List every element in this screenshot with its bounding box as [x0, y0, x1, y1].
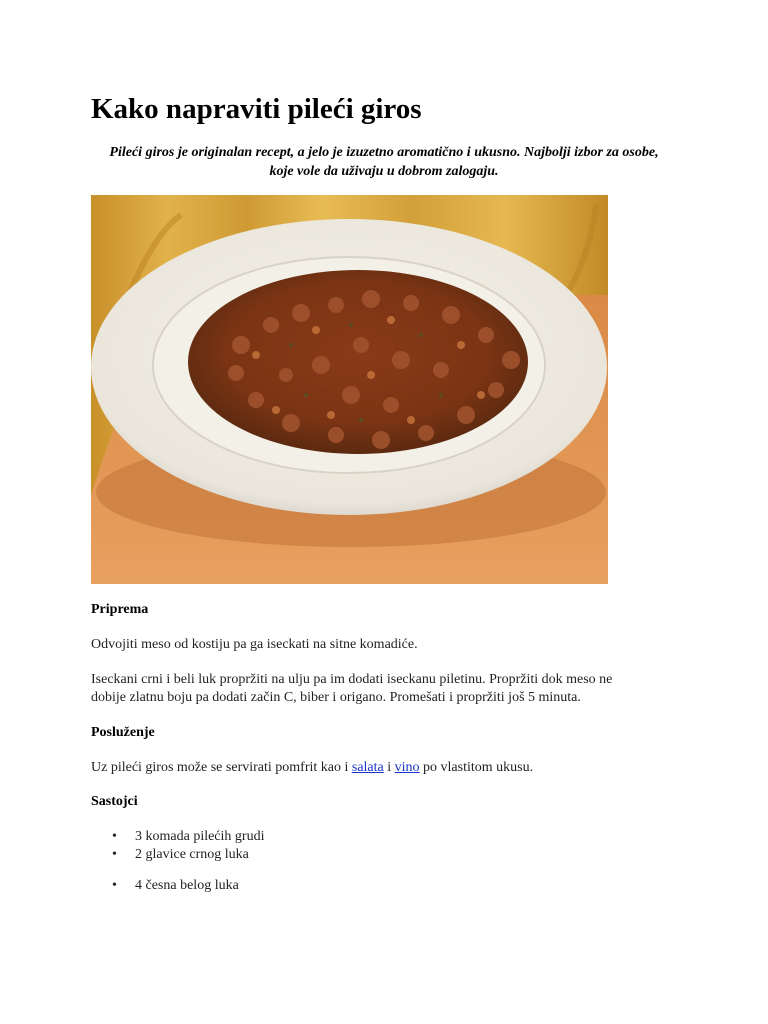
recipe-photo — [91, 195, 608, 584]
intro-text: Pileći giros je originalan recept, a jelo je izuzetno aromatično i ukusno. Najbolji izbor za osobe, koje vole da uživaju u dobrom zalogaju. — [109, 145, 659, 179]
ingredients-list-continued — [91, 877, 239, 895]
priprema-paragraph-2-line-2: dobije zlatnu boju pa dodati začin C, biber i origano. Promešati i propržiti još 5 minuta. — [91, 690, 581, 705]
list-item — [91, 828, 264, 846]
salata-link[interactable]: salata — [351, 760, 384, 775]
posluzenje-text-before: Uz pileći giros može se servirati pomfrit kao i — [91, 760, 352, 775]
list-item — [91, 877, 239, 895]
heading-sastojci: Sastojci — [91, 794, 138, 809]
priprema-paragraph-2-line-1: Iseckani crni i beli luk propržiti na ulju pa im dodati iseckanu piletinu. Propržiti dok meso ne — [91, 672, 613, 687]
ingredient-text: 2 glavice crnog luka — [135, 847, 249, 862]
bullet-icon: • — [112, 847, 117, 862]
priprema-paragraph-1: Odvojiti meso od kostiju pa ga iseckati na sitne komadiće. — [91, 637, 418, 652]
posluzenje-paragraph — [91, 759, 671, 777]
heading-priprema: Priprema — [91, 602, 149, 617]
posluzenje-text-after: po vlastitom ukusu. — [419, 760, 534, 775]
ingredient-text: 3 komada pilećih grudi — [135, 829, 265, 844]
vino-link[interactable]: vino — [394, 760, 420, 775]
bullet-icon: • — [112, 878, 117, 893]
list-item — [91, 846, 264, 864]
ingredients-list — [91, 828, 264, 864]
heading-posluzenje: Posluženje — [91, 725, 155, 740]
ingredient-text: 4 česna belog luka — [135, 878, 239, 893]
posluzenje-text-between: i — [383, 760, 395, 775]
bullet-icon: • — [112, 829, 117, 844]
page-title: Kako napraviti pileći giros — [91, 93, 422, 125]
